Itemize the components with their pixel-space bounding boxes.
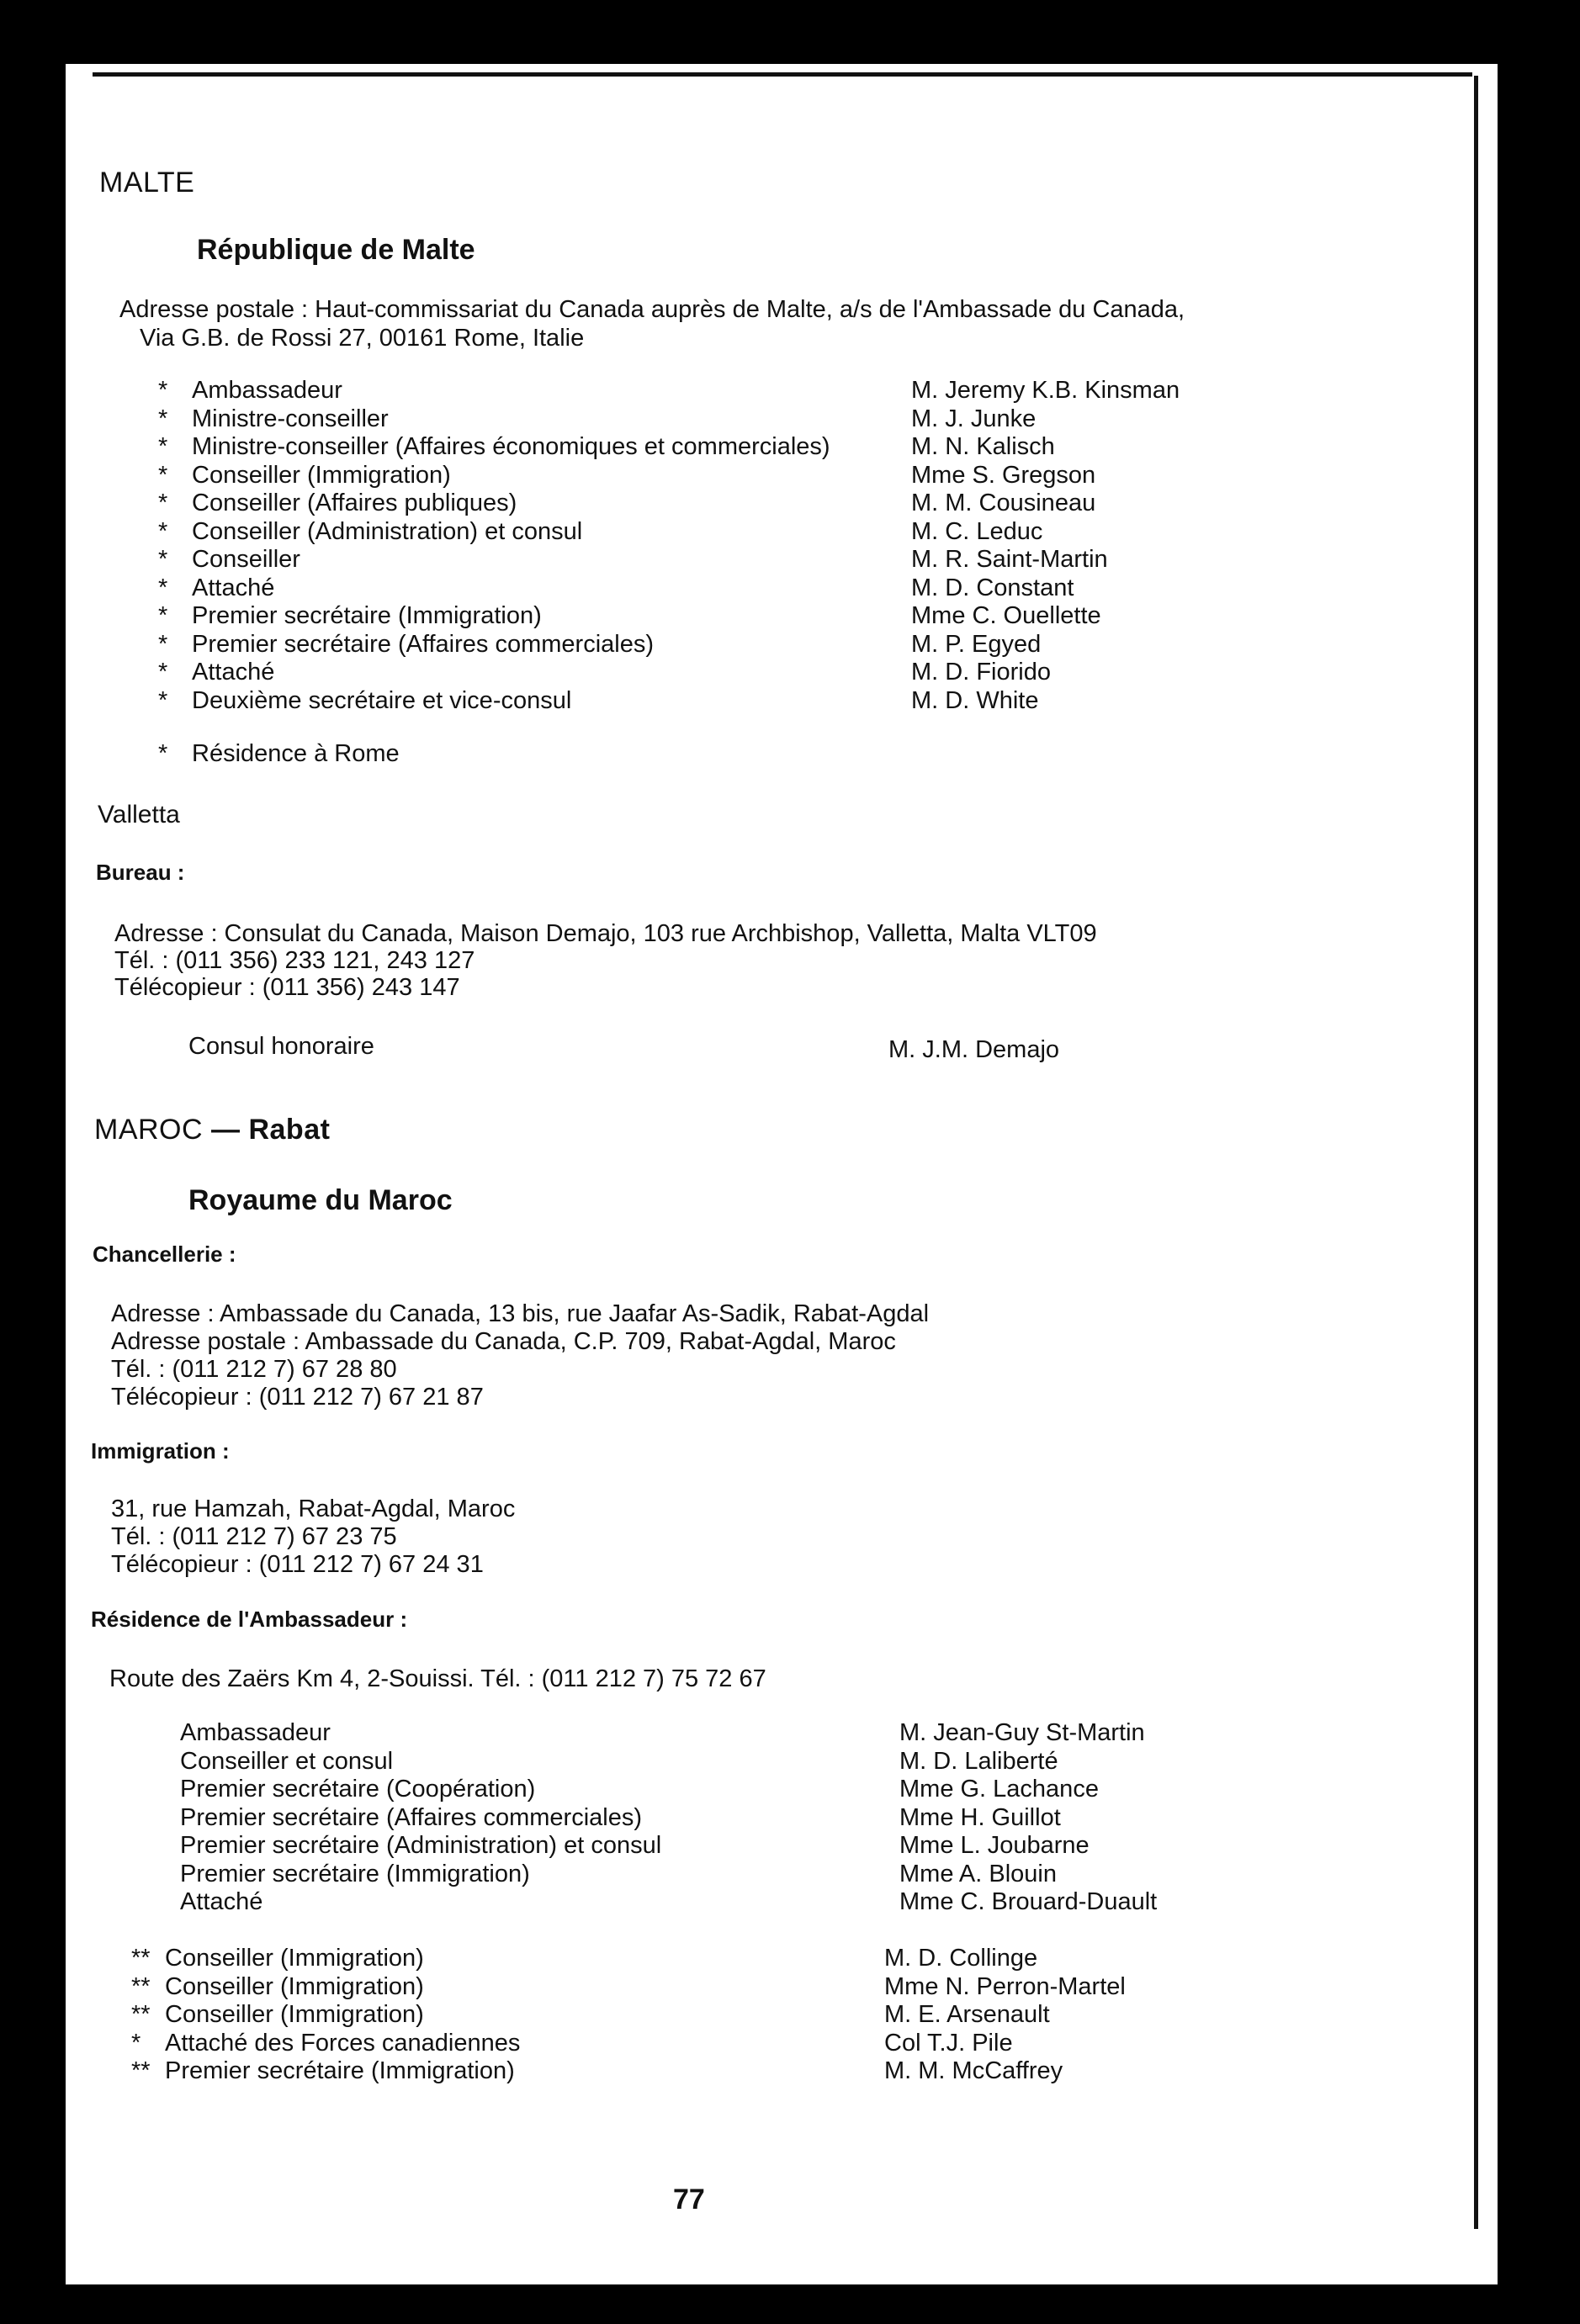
footnote-mark: ** bbox=[131, 2057, 151, 2084]
page-number: 77 bbox=[673, 2184, 705, 2215]
staff-name: M. D. Fiorido bbox=[911, 659, 1051, 686]
staff-title: Conseiller (Immigration) bbox=[165, 2001, 424, 2028]
staff-title: Conseiller (Immigration) bbox=[192, 461, 451, 489]
footnote-mark bbox=[146, 1861, 180, 1889]
chancellerie-block bbox=[111, 1300, 929, 1411]
staff-row bbox=[131, 2057, 1126, 2086]
malte-staff-list bbox=[158, 377, 1180, 715]
staff-name: M. D. Constant bbox=[911, 574, 1074, 601]
staff-name: Mme S. Gregson bbox=[911, 461, 1096, 489]
footnote-mark: * bbox=[158, 377, 168, 404]
staff-row bbox=[131, 1973, 1126, 2002]
staff-title: Ministre-conseiller bbox=[192, 405, 389, 432]
staff-row bbox=[131, 1945, 1126, 1973]
staff-row bbox=[158, 377, 1180, 405]
maroc-immigration-staff-list bbox=[131, 1945, 1126, 2086]
country-name: MAROC bbox=[94, 1114, 204, 1146]
staff-row bbox=[146, 1748, 1157, 1776]
staff-row bbox=[146, 1861, 1157, 1889]
bureau-tel: Tél. : (011 356) 233 121, 243 127 bbox=[114, 947, 475, 974]
staff-row bbox=[146, 1804, 1157, 1833]
staff-name: M. Jeremy K.B. Kinsman bbox=[911, 377, 1180, 404]
official-name-malte: République de Malte bbox=[197, 234, 475, 266]
footnote-mark: * bbox=[158, 630, 168, 658]
staff-title: Attaché bbox=[192, 574, 275, 601]
staff-title: Deuxième secrétaire et vice-consul bbox=[192, 686, 572, 714]
consul-title: Consul honoraire bbox=[188, 1033, 374, 1060]
staff-name: Mme H. Guillot bbox=[899, 1803, 1061, 1831]
footnote-mark: * bbox=[158, 659, 168, 686]
footnote-mark: * bbox=[158, 686, 168, 714]
staff-title: Ambassadeur bbox=[192, 377, 342, 404]
staff-title: Ambassadeur bbox=[180, 1719, 331, 1746]
staff-row bbox=[158, 546, 1180, 574]
immigration-line: Télécopieur : (011 212 7) 67 24 31 bbox=[111, 1551, 484, 1578]
chancellerie-line: Adresse : Ambassade du Canada, 13 bis, rue Jaafar As-Sadik, Rabat-Agdal bbox=[111, 1300, 930, 1327]
staff-title: Premier secrétaire (Affaires commerciales) bbox=[192, 630, 654, 658]
staff-row bbox=[146, 1719, 1157, 1748]
staff-name: M. P. Egyed bbox=[911, 630, 1042, 658]
immigration-line: Tél. : (011 212 7) 67 23 75 bbox=[111, 1523, 397, 1550]
staff-name: Mme C. Brouard-Duault bbox=[899, 1888, 1158, 1915]
footnote-mark: * bbox=[158, 740, 168, 767]
staff-name: M. E. Arsenault bbox=[884, 2001, 1050, 2028]
staff-row bbox=[146, 1832, 1157, 1861]
staff-row bbox=[158, 490, 1180, 518]
staff-title: Premier secrétaire (Immigration) bbox=[192, 602, 542, 629]
footnote-mark: * bbox=[158, 461, 168, 489]
staff-name: M. J. Junke bbox=[911, 405, 1037, 432]
footnote-mark: ** bbox=[131, 1945, 151, 1972]
city-heading-valletta: Valletta bbox=[98, 801, 180, 828]
staff-name: M. D. Collinge bbox=[884, 1945, 1038, 1972]
footnote-mark: * bbox=[158, 574, 168, 601]
staff-row bbox=[158, 462, 1180, 490]
staff-title: Attaché bbox=[180, 1888, 263, 1915]
immigration-line: 31, rue Hamzah, Rabat-Agdal, Maroc bbox=[111, 1496, 516, 1522]
footnote-mark bbox=[146, 1804, 180, 1833]
staff-row bbox=[131, 2001, 1126, 2030]
staff-name: Mme L. Joubarne bbox=[899, 1832, 1090, 1859]
footnote-mark bbox=[146, 1888, 180, 1917]
staff-name: Mme G. Lachance bbox=[899, 1776, 1099, 1803]
malte-postal-address-line2: Via G.B. de Rossi 27, 00161 Rome, Italie bbox=[140, 325, 585, 352]
staff-row bbox=[158, 602, 1180, 631]
staff-title: Premier secrétaire (Immigration) bbox=[180, 1860, 530, 1887]
staff-name: M. Jean-Guy St-Martin bbox=[899, 1719, 1145, 1746]
footnote-mark: * bbox=[158, 405, 168, 432]
chancellerie-label: Chancellerie : bbox=[93, 1241, 236, 1267]
footnote-mark: * bbox=[131, 2029, 141, 2057]
staff-title: Attaché des Forces canadiennes bbox=[165, 2029, 521, 2057]
heading-separator: — bbox=[211, 1114, 241, 1146]
residence-address: Route des Zaërs Km 4, 2-Souissi. Tél. : (011 212 7) 75 72 67 bbox=[109, 1665, 766, 1692]
right-rule bbox=[1474, 76, 1478, 2229]
staff-title: Conseiller bbox=[192, 546, 300, 573]
footnote-mark bbox=[146, 1719, 180, 1748]
footnote-mark: ** bbox=[131, 1972, 151, 2000]
footnote-mark bbox=[146, 1776, 180, 1804]
staff-name: M. M. McCaffrey bbox=[884, 2057, 1063, 2084]
staff-name: M. R. Saint-Martin bbox=[911, 546, 1108, 573]
footnote-mark: ** bbox=[131, 2001, 151, 2028]
immigration-label: Immigration : bbox=[91, 1438, 230, 1464]
bureau-address: Adresse : Consulat du Canada, Maison Demajo, 103 rue Archbishop, Valletta, Malta VLT09 bbox=[114, 920, 1097, 947]
footnote-mark: * bbox=[158, 490, 168, 516]
staff-name: M. D. Laliberté bbox=[899, 1747, 1058, 1775]
staff-title: Conseiller et consul bbox=[180, 1747, 394, 1775]
malte-postal-address-line1: Adresse postale : Haut-commissariat du Canada auprès de Malte, a/s de l'Ambassade du Canada, bbox=[119, 296, 1185, 323]
staff-row bbox=[158, 405, 1180, 434]
staff-row bbox=[158, 687, 1180, 716]
staff-row bbox=[146, 1776, 1157, 1804]
staff-title: Premier secrétaire (Immigration) bbox=[165, 2057, 515, 2084]
staff-title: Premier secrétaire (Administration) et consul bbox=[180, 1832, 662, 1859]
staff-row bbox=[158, 574, 1180, 603]
official-name-maroc: Royaume du Maroc bbox=[188, 1184, 453, 1216]
residence-label: Résidence de l'Ambassadeur : bbox=[91, 1607, 408, 1632]
footnote-mark: * bbox=[158, 602, 168, 629]
staff-name: M. D. White bbox=[911, 686, 1039, 714]
malte-footnote bbox=[158, 740, 400, 769]
staff-row bbox=[158, 518, 1180, 547]
staff-row bbox=[131, 2030, 1126, 2058]
chancellerie-line: Tél. : (011 212 7) 67 28 80 bbox=[111, 1356, 397, 1383]
capital-city: Rabat bbox=[248, 1114, 331, 1146]
footnote-text: Résidence à Rome bbox=[192, 740, 400, 767]
maroc-staff-list bbox=[146, 1719, 1157, 1917]
top-rule bbox=[93, 72, 1472, 77]
staff-row bbox=[158, 631, 1180, 659]
staff-title: Conseiller (Affaires publiques) bbox=[192, 490, 517, 516]
staff-name: M. C. Leduc bbox=[911, 517, 1043, 545]
consul-name: M. J.M. Demajo bbox=[888, 1036, 1060, 1063]
staff-name: Mme N. Perron-Martel bbox=[884, 1972, 1126, 2000]
staff-name: Col T.J. Pile bbox=[884, 2029, 1013, 2057]
staff-row bbox=[158, 659, 1180, 687]
staff-title: Conseiller (Immigration) bbox=[165, 1972, 424, 2000]
footnote-mark: * bbox=[158, 517, 168, 545]
staff-name: M. M. Cousineau bbox=[911, 490, 1096, 516]
footnote-mark bbox=[146, 1832, 180, 1861]
staff-name: Mme A. Blouin bbox=[899, 1860, 1057, 1887]
staff-row bbox=[146, 1888, 1157, 1917]
staff-name: Mme C. Ouellette bbox=[911, 602, 1101, 629]
country-heading-malte: MALTE bbox=[99, 167, 195, 199]
staff-name: M. N. Kalisch bbox=[911, 433, 1055, 460]
country-heading-maroc bbox=[94, 1114, 330, 1146]
staff-title: Conseiller (Immigration) bbox=[165, 1945, 424, 1972]
bureau-fax: Télécopieur : (011 356) 243 147 bbox=[114, 974, 460, 1001]
staff-title: Premier secrétaire (Affaires commerciales) bbox=[180, 1803, 642, 1831]
bureau-label: Bureau : bbox=[96, 860, 185, 885]
staff-row bbox=[158, 433, 1180, 462]
staff-title: Conseiller (Administration) et consul bbox=[192, 517, 583, 545]
chancellerie-line: Adresse postale : Ambassade du Canada, C.P. 709, Rabat-Agdal, Maroc bbox=[111, 1328, 896, 1355]
staff-title: Premier secrétaire (Coopération) bbox=[180, 1776, 536, 1803]
footnote-mark: * bbox=[158, 433, 168, 460]
staff-title: Ministre-conseiller (Affaires économiques et commerciales) bbox=[192, 433, 830, 460]
immigration-block bbox=[111, 1496, 515, 1579]
footnote-mark: * bbox=[158, 546, 168, 573]
chancellerie-line: Télécopieur : (011 212 7) 67 21 87 bbox=[111, 1384, 484, 1411]
footnote-mark bbox=[146, 1748, 180, 1776]
staff-title: Attaché bbox=[192, 659, 275, 686]
